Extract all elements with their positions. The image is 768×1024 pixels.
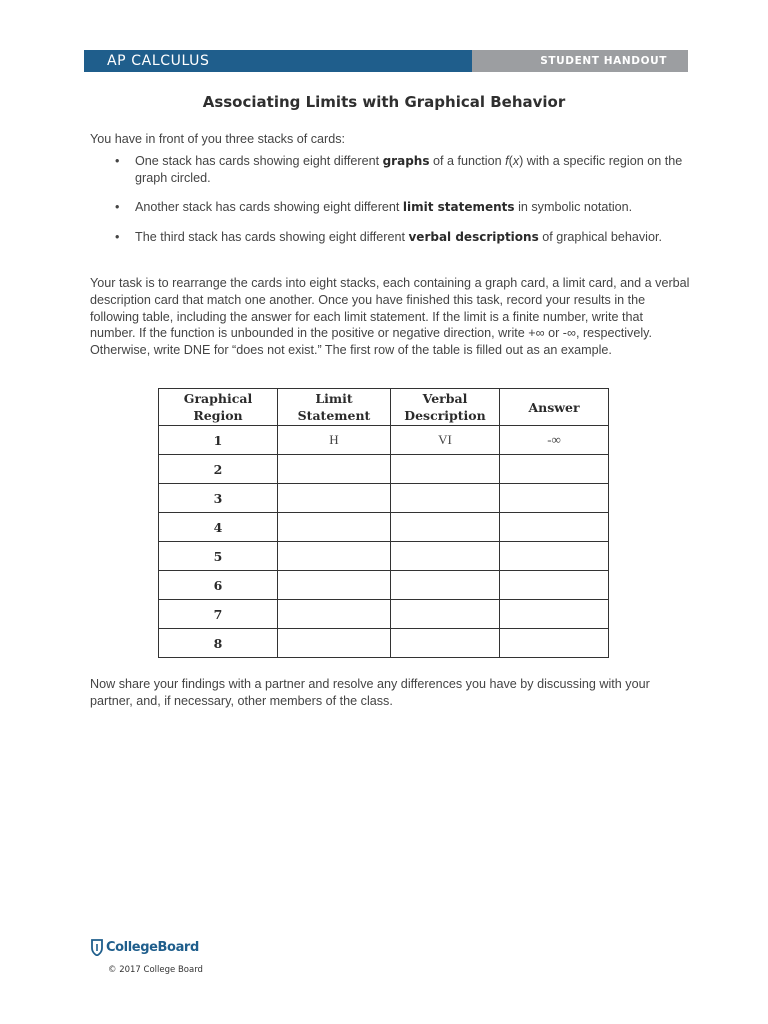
header-bar (84, 50, 688, 72)
answer-cell[interactable] (500, 484, 609, 513)
answer-cell[interactable] (500, 513, 609, 542)
column-header-limit: Limit Statement (278, 389, 391, 426)
verbal-cell[interactable] (391, 513, 500, 542)
answer-cell[interactable] (500, 455, 609, 484)
verbal-cell[interactable]: VI (391, 426, 500, 455)
table-row (159, 542, 609, 571)
copyright: © 2017 College Board (108, 965, 203, 975)
table-row (159, 629, 609, 658)
table-row (159, 426, 609, 455)
limit-cell[interactable]: H (278, 426, 391, 455)
limit-cell[interactable] (278, 629, 391, 658)
table-row (159, 571, 609, 600)
region-cell: 4 (159, 513, 278, 542)
bullet-mark: • (115, 200, 120, 214)
column-header-verbal: Verbal Description (391, 389, 500, 426)
acorn-shield-icon (90, 939, 104, 956)
limit-cell[interactable] (278, 455, 391, 484)
column-header-answer: Answer (500, 389, 609, 426)
collegeboard-logo (90, 939, 199, 956)
region-cell: 8 (159, 629, 278, 658)
task-instructions: Your task is to rearrange the cards into eight stacks, each containing a graph card, a limit card, and a verbal description card that match one another. Once you have finished this task, record your results in the following table, including the answer for each limit statement. If the limit is a finite number, write that number. If the function is unbounded in the positive or negative direction, write +∞ or -∞, respectively. Otherwise, write DNE for “does not exist.” The first row of the table is filled out as an example. (90, 276, 690, 358)
answer-cell[interactable] (500, 542, 609, 571)
handout-banner (472, 50, 688, 72)
limit-cell[interactable] (278, 542, 391, 571)
region-cell: 1 (159, 426, 278, 455)
handout-label: STUDENT HANDOUT (540, 55, 667, 67)
answer-cell[interactable]: -∞ (500, 426, 609, 455)
table-row (159, 600, 609, 629)
region-cell: 7 (159, 600, 278, 629)
limit-cell[interactable] (278, 484, 391, 513)
limit-cell[interactable] (278, 513, 391, 542)
intro-text: You have in front of you three stacks of cards: (90, 132, 346, 146)
region-cell: 5 (159, 542, 278, 571)
column-header-region: Graphical Region (159, 389, 278, 426)
verbal-cell[interactable] (391, 571, 500, 600)
region-cell: 6 (159, 571, 278, 600)
list-item: • The third stack has cards showing eight different verbal descriptions of graphical behavior. (115, 229, 662, 244)
table-row (159, 513, 609, 542)
logo-text: CollegeBoard (106, 940, 199, 955)
card-stack-list (90, 153, 690, 258)
table-row (159, 484, 609, 513)
limit-cell[interactable] (278, 600, 391, 629)
table-row (159, 455, 609, 484)
answer-cell[interactable] (500, 571, 609, 600)
table-header-row (159, 389, 609, 426)
bullet-mark: • (115, 229, 120, 244)
course-name: AP CALCULUS (107, 53, 210, 69)
verbal-cell[interactable] (391, 484, 500, 513)
course-banner (84, 50, 472, 72)
page-title: Associating Limits with Graphical Behavior (202, 93, 566, 111)
list-item: • One stack has cards showing eight different graphs of a function f(x) with a specific region on the graph circled. (115, 154, 683, 185)
verbal-cell[interactable] (391, 629, 500, 658)
answer-cell[interactable] (500, 629, 609, 658)
closing-text: Now share your findings with a partner and resolve any differences you have by discussing with your partner, and, if necessary, other members of the class. (90, 677, 650, 708)
limit-cell[interactable] (278, 571, 391, 600)
region-cell: 3 (159, 484, 278, 513)
region-cell: 2 (159, 455, 278, 484)
answer-table (158, 388, 609, 658)
list-item: • Another stack has cards showing eight different limit statements in symbolic notation. (115, 200, 633, 214)
verbal-cell[interactable] (391, 542, 500, 571)
verbal-cell[interactable] (391, 455, 500, 484)
bullet-mark: • (115, 154, 120, 168)
answer-cell[interactable] (500, 600, 609, 629)
verbal-cell[interactable] (391, 600, 500, 629)
